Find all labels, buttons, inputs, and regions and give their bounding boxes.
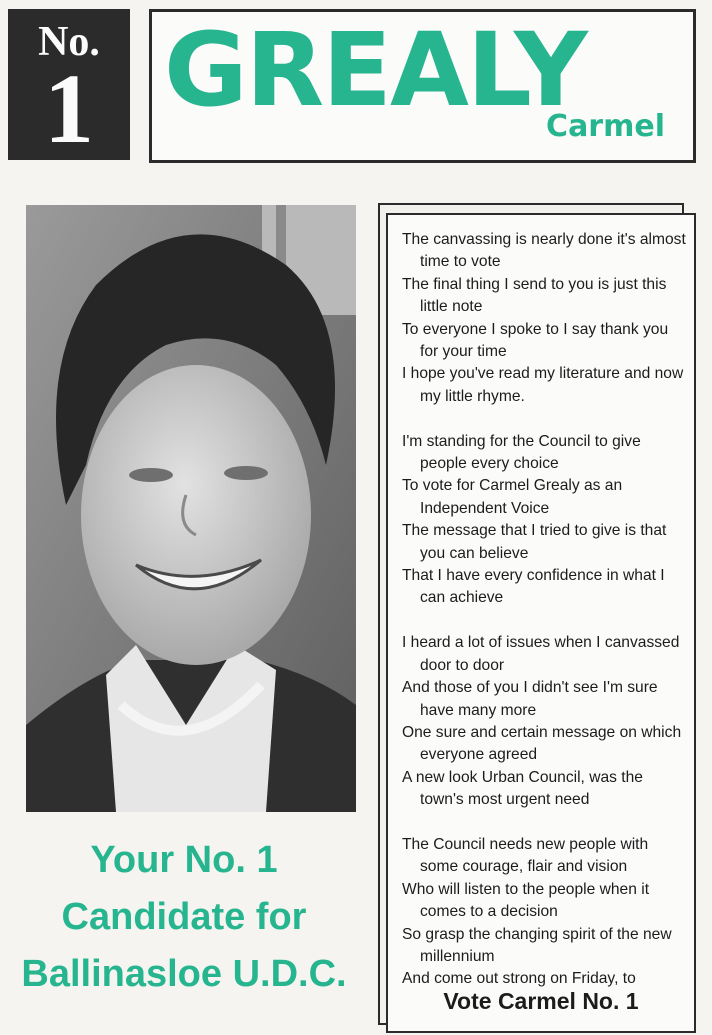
poem-line: Who will listen to the people when it comes to a decision [402, 880, 650, 921]
poem-stanza [402, 632, 690, 811]
poem-line: The final thing I send to you is just this little note [402, 275, 667, 316]
poem-line: So grasp the changing spirit of the new millennium [402, 925, 672, 965]
poem-line: The canvassing is nearly done it's almost time to vote [402, 231, 686, 271]
poem-line: I'm standing for the Council to give people every choice [402, 432, 641, 473]
candidate-first-name: Carmel [546, 109, 665, 144]
tagline-line-1: Your No. 1 [90, 839, 278, 881]
poem-stanza [402, 431, 690, 610]
poem-line: And those of you I didn't see I'm sure have many more [402, 679, 658, 719]
poem-box [386, 213, 696, 1033]
tagline-line-2: Candidate for [61, 896, 307, 938]
ballot-number: 1 [44, 53, 94, 164]
poem-line: The Council needs new people with some courage, flair and vision [402, 835, 649, 876]
tagline [0, 832, 368, 1003]
candidate-portrait-image [26, 205, 356, 812]
candidate-surname: GREALY [164, 11, 586, 130]
poem-line: I hope you've read my literature and now my little rhyme. [402, 365, 684, 405]
poem-line: To everyone I spoke to I say thank you for your time [402, 320, 669, 361]
poem-line: The message that I tried to give is that you can believe [402, 522, 667, 562]
poem-stanza [402, 229, 690, 408]
tagline-line-3: Ballinasloe U.D.C. [21, 953, 347, 995]
poem-line: A new look Urban Council, was the town's most urgent need [402, 768, 643, 809]
poem-stanza [402, 834, 690, 991]
poem-line: That I have every confidence in what I can achieve [402, 567, 665, 607]
poem-line: To vote for Carmel Grealy as an Independent Voice [402, 477, 623, 517]
poem-line: One sure and certain message on which everyone agreed [402, 723, 682, 764]
ballot-number-label: No. [38, 19, 100, 65]
poem-line: And come out strong on Friday, to [402, 970, 636, 988]
vote-call-to-action: Vote Carmel No. 1 [443, 988, 639, 1014]
poem [402, 229, 690, 1013]
ballot-number-box [8, 9, 130, 164]
poem-line: I heard a lot of issues when I canvassed door to door [402, 634, 680, 674]
candidate-photo [26, 205, 356, 812]
candidate-name-box [149, 9, 696, 163]
